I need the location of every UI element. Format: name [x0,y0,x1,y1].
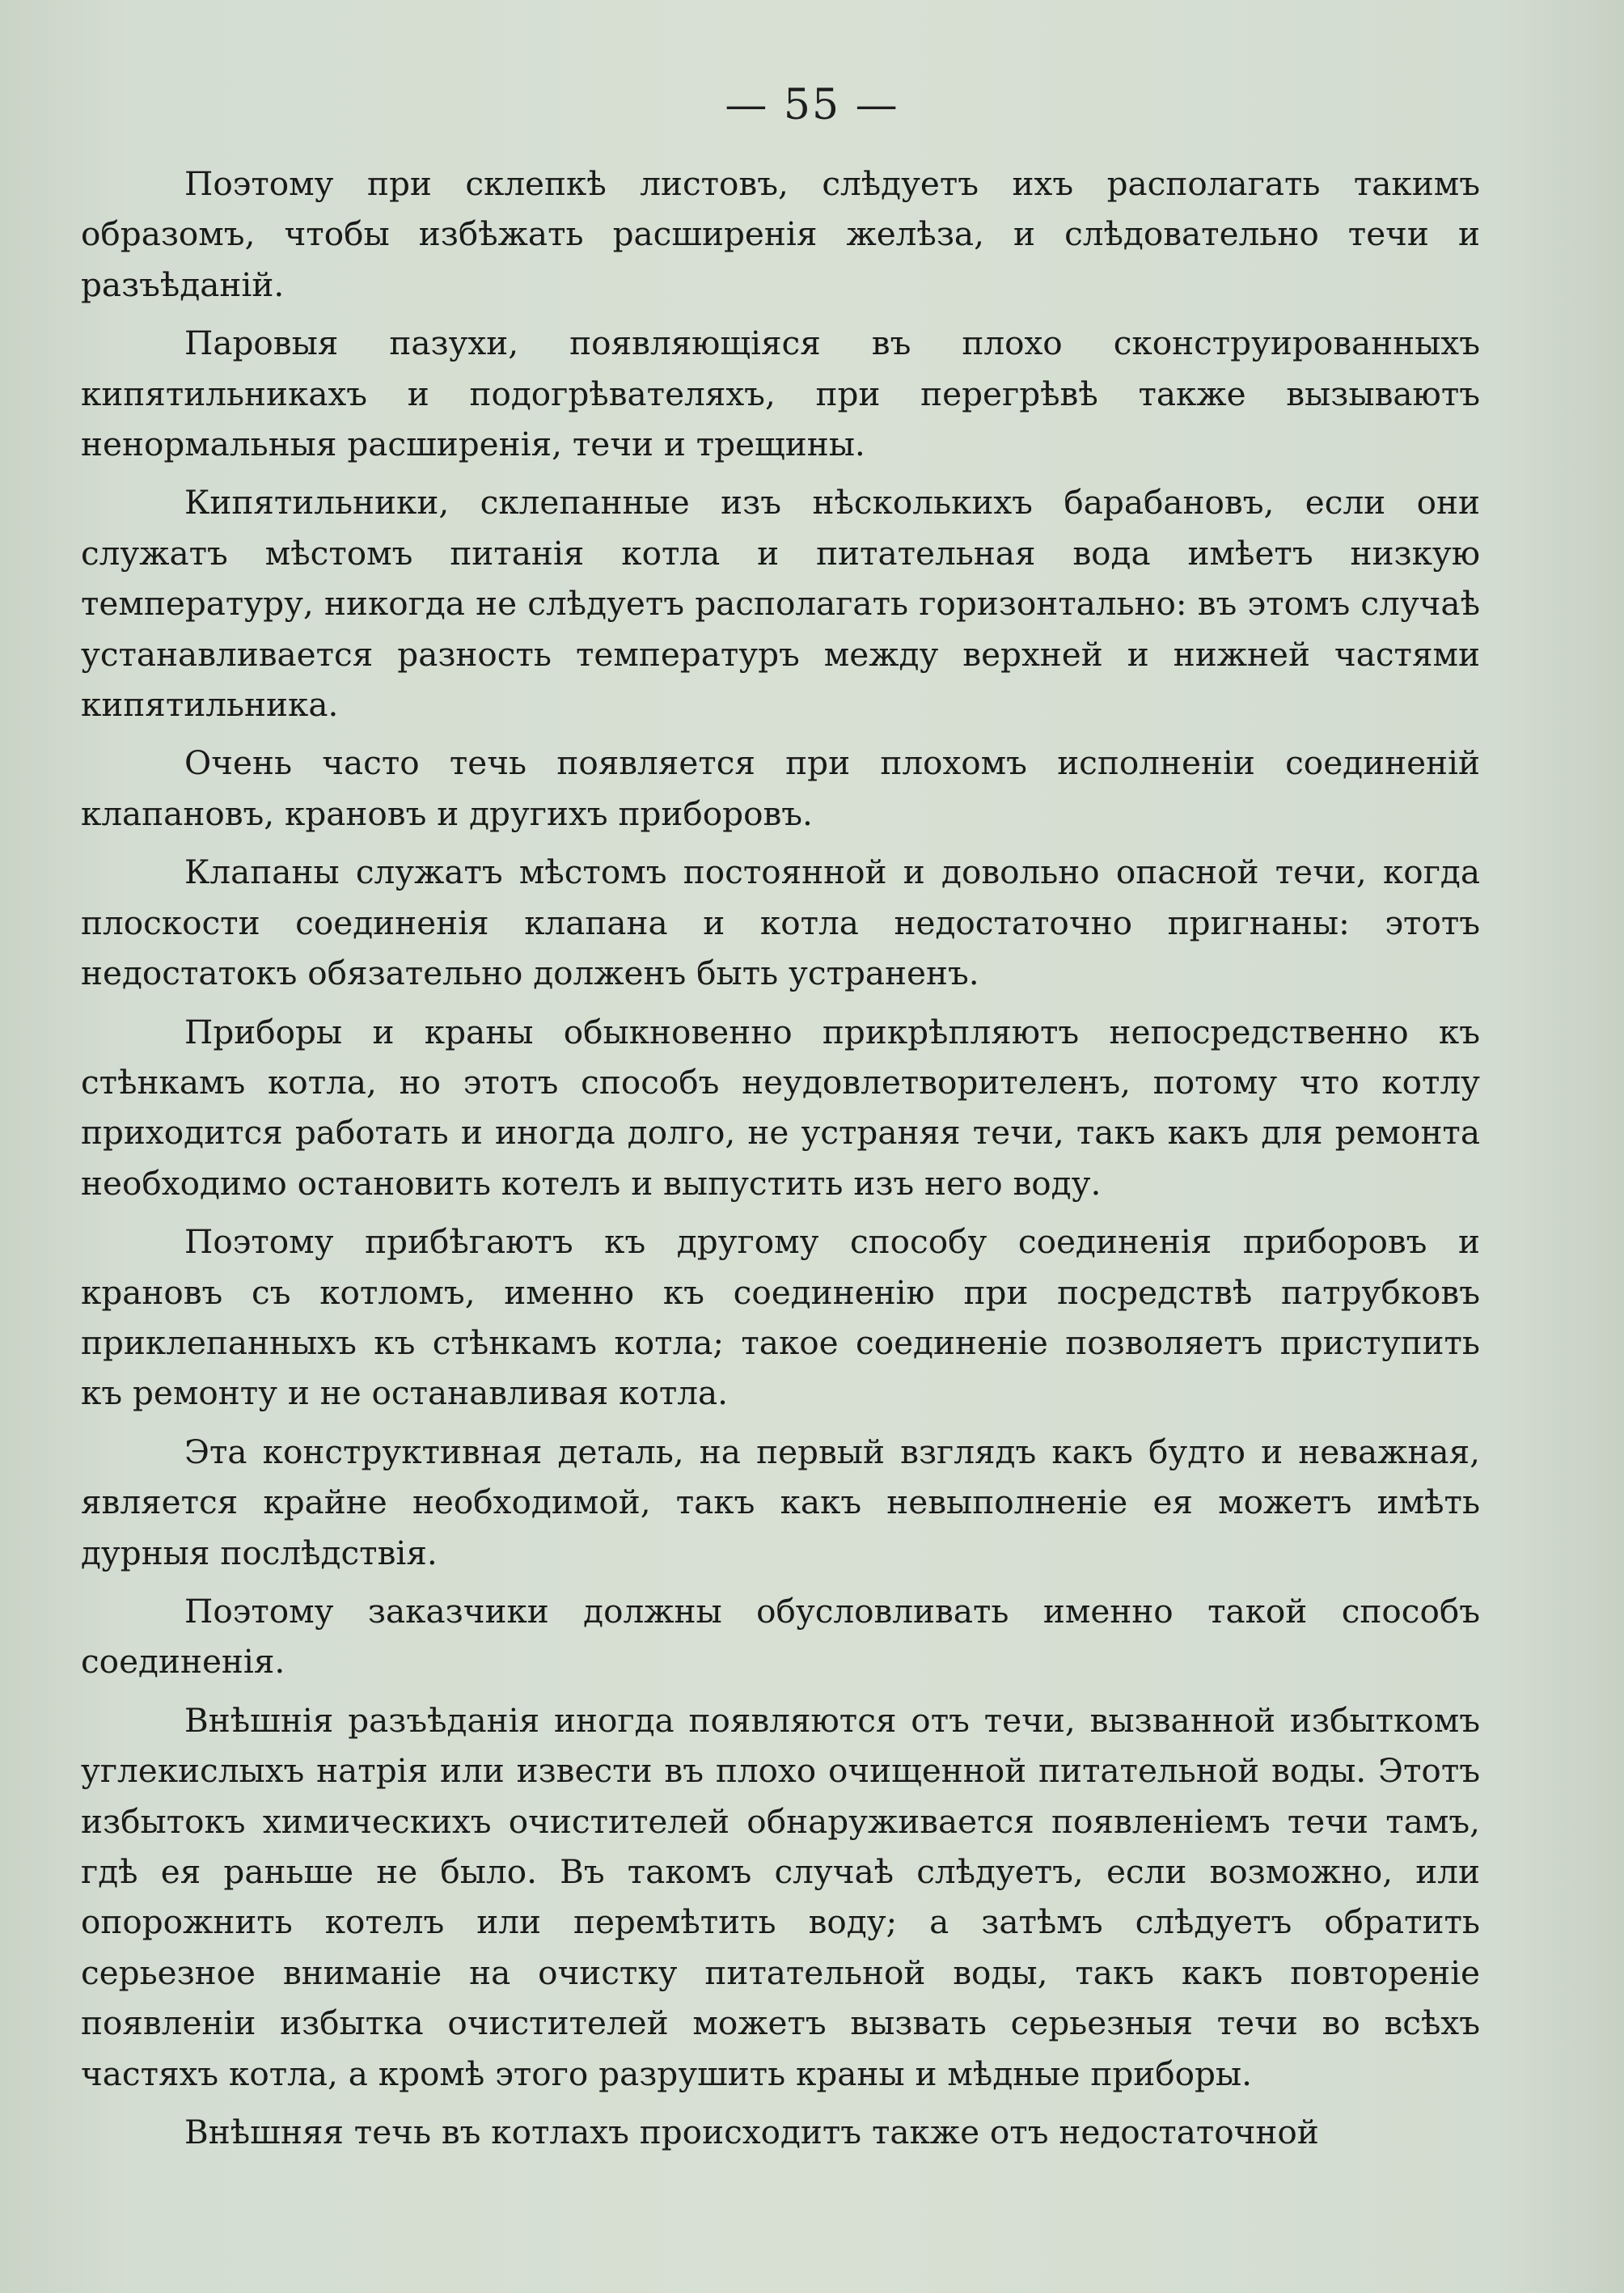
page-text [81,159,1480,2157]
paragraph: Паровыя пазухи, появляющіяся въ плохо сконструированныхъ кипятильникахъ и подогрѣвателяхъ, при перегрѣвѣ также вызываютъ ненормальныя расширенія, течи и трещины. [81,324,1480,464]
paragraph: Поэтому при склепкѣ листовъ, слѣдуетъ ихъ располагать такимъ образомъ, чтобы избѣжать расширенія желѣза, и слѣдовательно течи и разъѣданій. [81,164,1480,304]
paragraph: Поэтому заказчики должны обусловливать именно такой способъ соединенія. [81,1591,1480,1682]
paragraph: Кипятильники, склепанные изъ нѣсколькихъ барабановъ, если они служатъ мѣстомъ питанія котла и питательная вода имѣетъ низкую температуру, никогда не слѣдуетъ располагать горизонтально: въ этомъ случаѣ устанавливается разность температуръ между верхней и нижней частями кипятильника. [81,483,1480,725]
paragraph: Внѣшнія разъѣданія иногда появляются отъ течи, вызванной избыткомъ углекислыхъ натрія или извести въ плохо очищенной питательной воды. Этотъ избытокъ химическихъ очистителей обнаруживается появленіемъ течи тамъ, гдѣ ея раньше не было. Въ такомъ случаѣ слѣдуетъ, если возможно, или опорожнить котелъ или перемѣтить воду; а затѣмъ слѣдуетъ обратить серьезное вниманіе на очистку питательной воды, такъ какъ повтореніе появленіи избытка очистителей можетъ вызвать серьезныя течи во всѣхъ частяхъ котла, а кромѣ этого разрушить краны и мѣдные приборы. [81,1700,1480,2093]
paragraph: Поэтому прибѣгаютъ къ другому способу соединенія приборовъ и крановъ съ котломъ, именно къ соединенію при посредствѣ патрубковъ приклепанныхъ къ стѣнкамъ котла; такое соединеніе позволяетъ приступить къ ремонту и не останавливая котла. [81,1222,1480,1413]
paragraph: Внѣшняя течь въ котлахъ происходитъ также отъ недостаточной [184,2113,1319,2152]
paragraph: Клапаны служатъ мѣстомъ постоянной и довольно опасной течи, когда плоскости соединенія клапана и котла недостаточно пригнаны: этотъ недостатокъ обязательно долженъ быть устраненъ. [81,852,1480,993]
paragraph: Приборы и краны обыкновенно прикрѣпляютъ непосредственно къ стѣнкамъ котла, но этотъ способъ неудовлетворителенъ, потому что котлу приходится работать и иногда долго, не устраняя течи, такъ какъ для ремонта необходимо остановить котелъ и выпустить изъ него воду. [81,1012,1480,1203]
page-number: — 55 — [725,81,899,129]
paragraph: Эта конструктивная деталь, на первый взглядъ какъ будто и неважная, является крайне необходимой, такъ какъ невыполненіе ея можетъ имѣть дурныя послѣдствія. [81,1432,1480,1572]
paragraph: Очень часто течь появляется при плохомъ исполненіи соединеній клапановъ, крановъ и другихъ приборовъ. [81,743,1480,833]
